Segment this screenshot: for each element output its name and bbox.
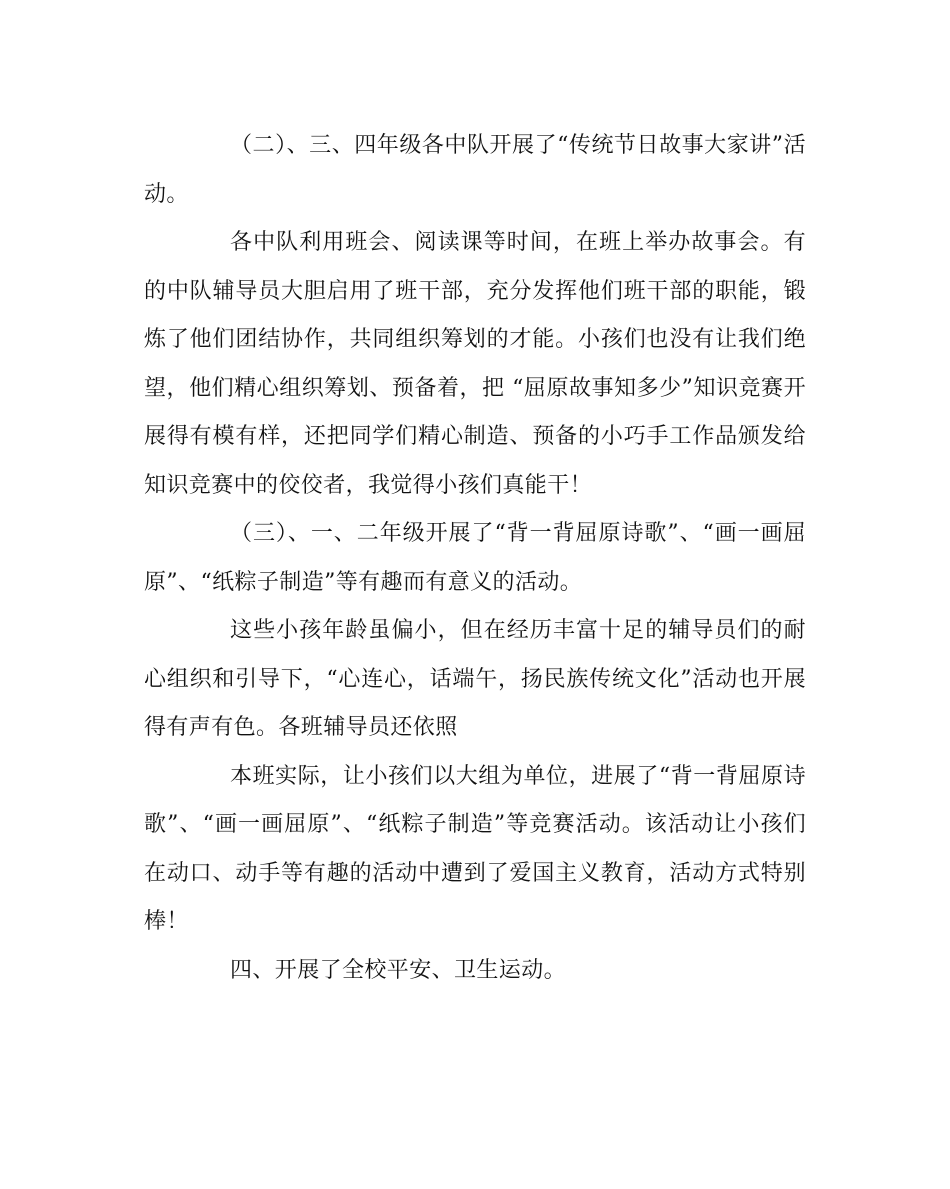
paragraph-class-competition: 本班实际，让小孩们以大组为单位，进展了“背一背屈原诗歌”、“画一画屈原”、“纸粽子制造”等竞赛活动。该活动让小孩们在动口、动手等有趣的活动中遭到了爱国主义教育，活动方式特别棒！ (144, 763, 806, 934)
paragraph-story-meeting: 各中队利用班会、阅读课等时间，在班上举办故事会。有的中队辅导员大胆启用了班干部，充分发挥他们班干部的职能，锻炼了他们团结协作，共同组织筹划的才能。小孩们也没有让我们绝望，他们精心组织筹划、预备着，把 “屈原故事知多少”知识竞赛开展得有模有样，还把同学们精心制造、预备的小巧手工作品颁发给知识竞赛中的佼佼者，我觉得小孩们真能干！ (144, 230, 806, 498)
document-body (144, 122, 806, 995)
paragraph-grade-3-4-activity: （二）、三、四年级各中队开展了“传统节日故事大家讲”活动。 (144, 133, 806, 207)
paragraph-grade-1-2-activity: （三）、一、二年级开展了“背一背屈原诗歌”、“画一画屈原”、“纸粽子制造”等有趣而有意义的活动。 (144, 521, 806, 595)
paragraph-safety-hygiene: 四、开展了全校平安、卫生运动。 (230, 957, 567, 983)
paragraph-counselors: 这些小孩年龄虽偏小，但在经历丰富十足的辅导员们的耐心组织和引导下，“心连心，话端午，扬民族传统文化”活动也开展得有声有色。各班辅导员还依照 (144, 618, 806, 740)
